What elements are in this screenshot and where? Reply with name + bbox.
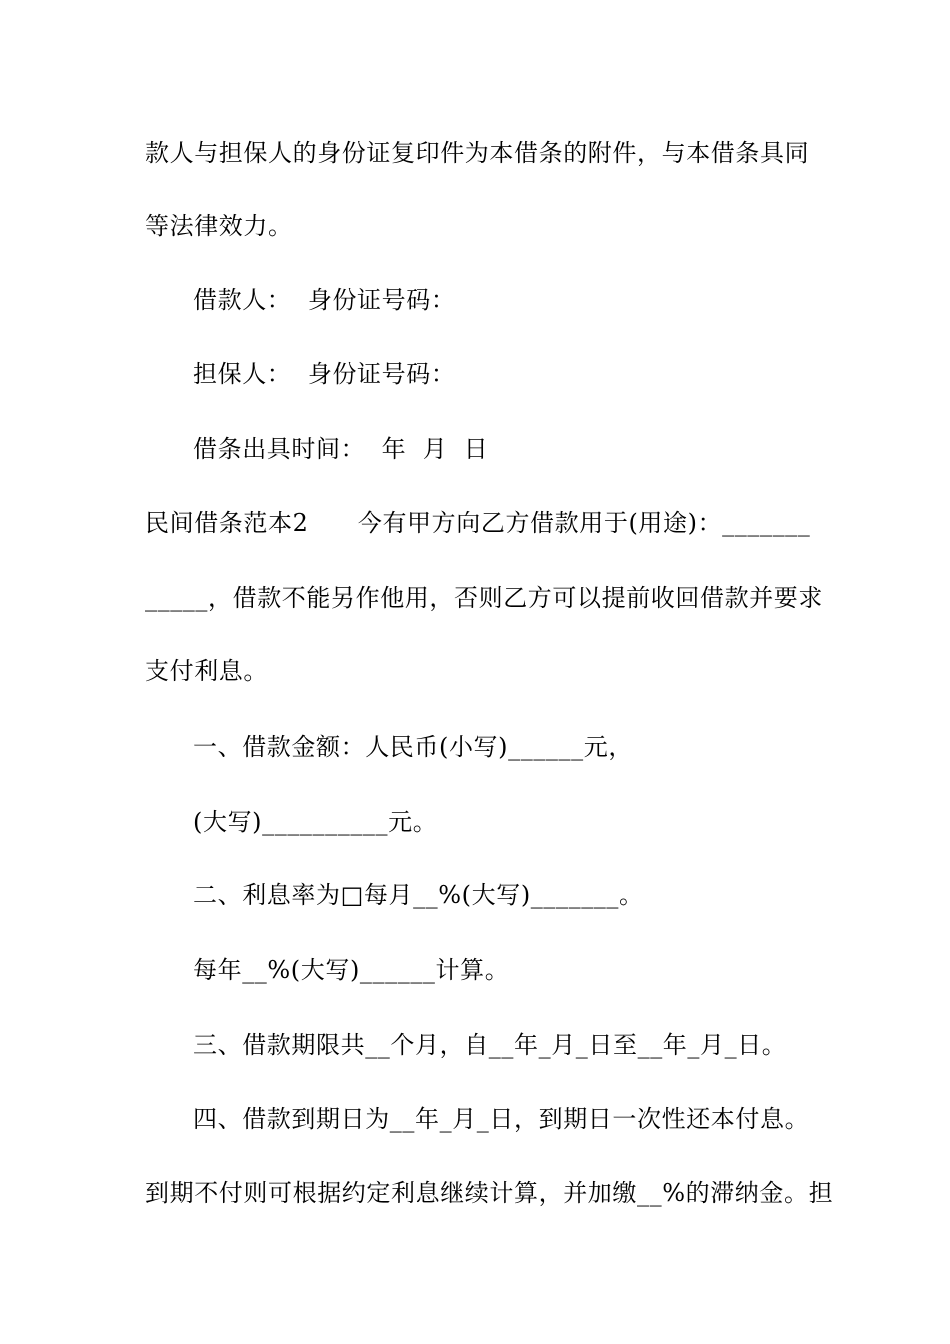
borrower-signature-line: 借款人： 身份证号码：	[193, 286, 456, 314]
paragraph-line: _____，借款不能另作他用，否则乙方可以提前收回借款并要求	[145, 584, 823, 612]
clause-interest-yearly-line: 每年__%(大写)______计算。	[193, 956, 510, 984]
clause-amount-capital-line: (大写)__________元。	[193, 808, 438, 836]
section-heading-line: 民间借条范本2 今有甲方向乙方借款用于(用途)：_______	[145, 509, 811, 537]
paragraph-line: 等法律效力。	[145, 212, 293, 240]
paragraph-line: 款人与担保人的身份证复印件为本借条的附件，与本借条具同	[145, 139, 810, 167]
paragraph-line: 支付利息。	[145, 657, 268, 685]
guarantor-signature-line: 担保人： 身份证号码：	[193, 360, 456, 388]
issue-date-line: 借条出具时间： 年 月 日	[193, 435, 489, 463]
clause-term-line: 三、借款期限共__个月，自__年_月_日至__年_月_日。	[193, 1031, 787, 1059]
clause-interest-line: 二、利息率为□每月__%(大写)_______。	[193, 881, 644, 909]
clause-amount-line: 一、借款金额：人民币(小写)______元，	[193, 733, 633, 761]
paragraph-line: 到期不付则可根据约定利息继续计算，并加缴__%的滞纳金。担	[145, 1179, 834, 1207]
clause-due-date-line: 四、借款到期日为__年_月_日，到期日一次性还本付息。	[193, 1105, 810, 1133]
